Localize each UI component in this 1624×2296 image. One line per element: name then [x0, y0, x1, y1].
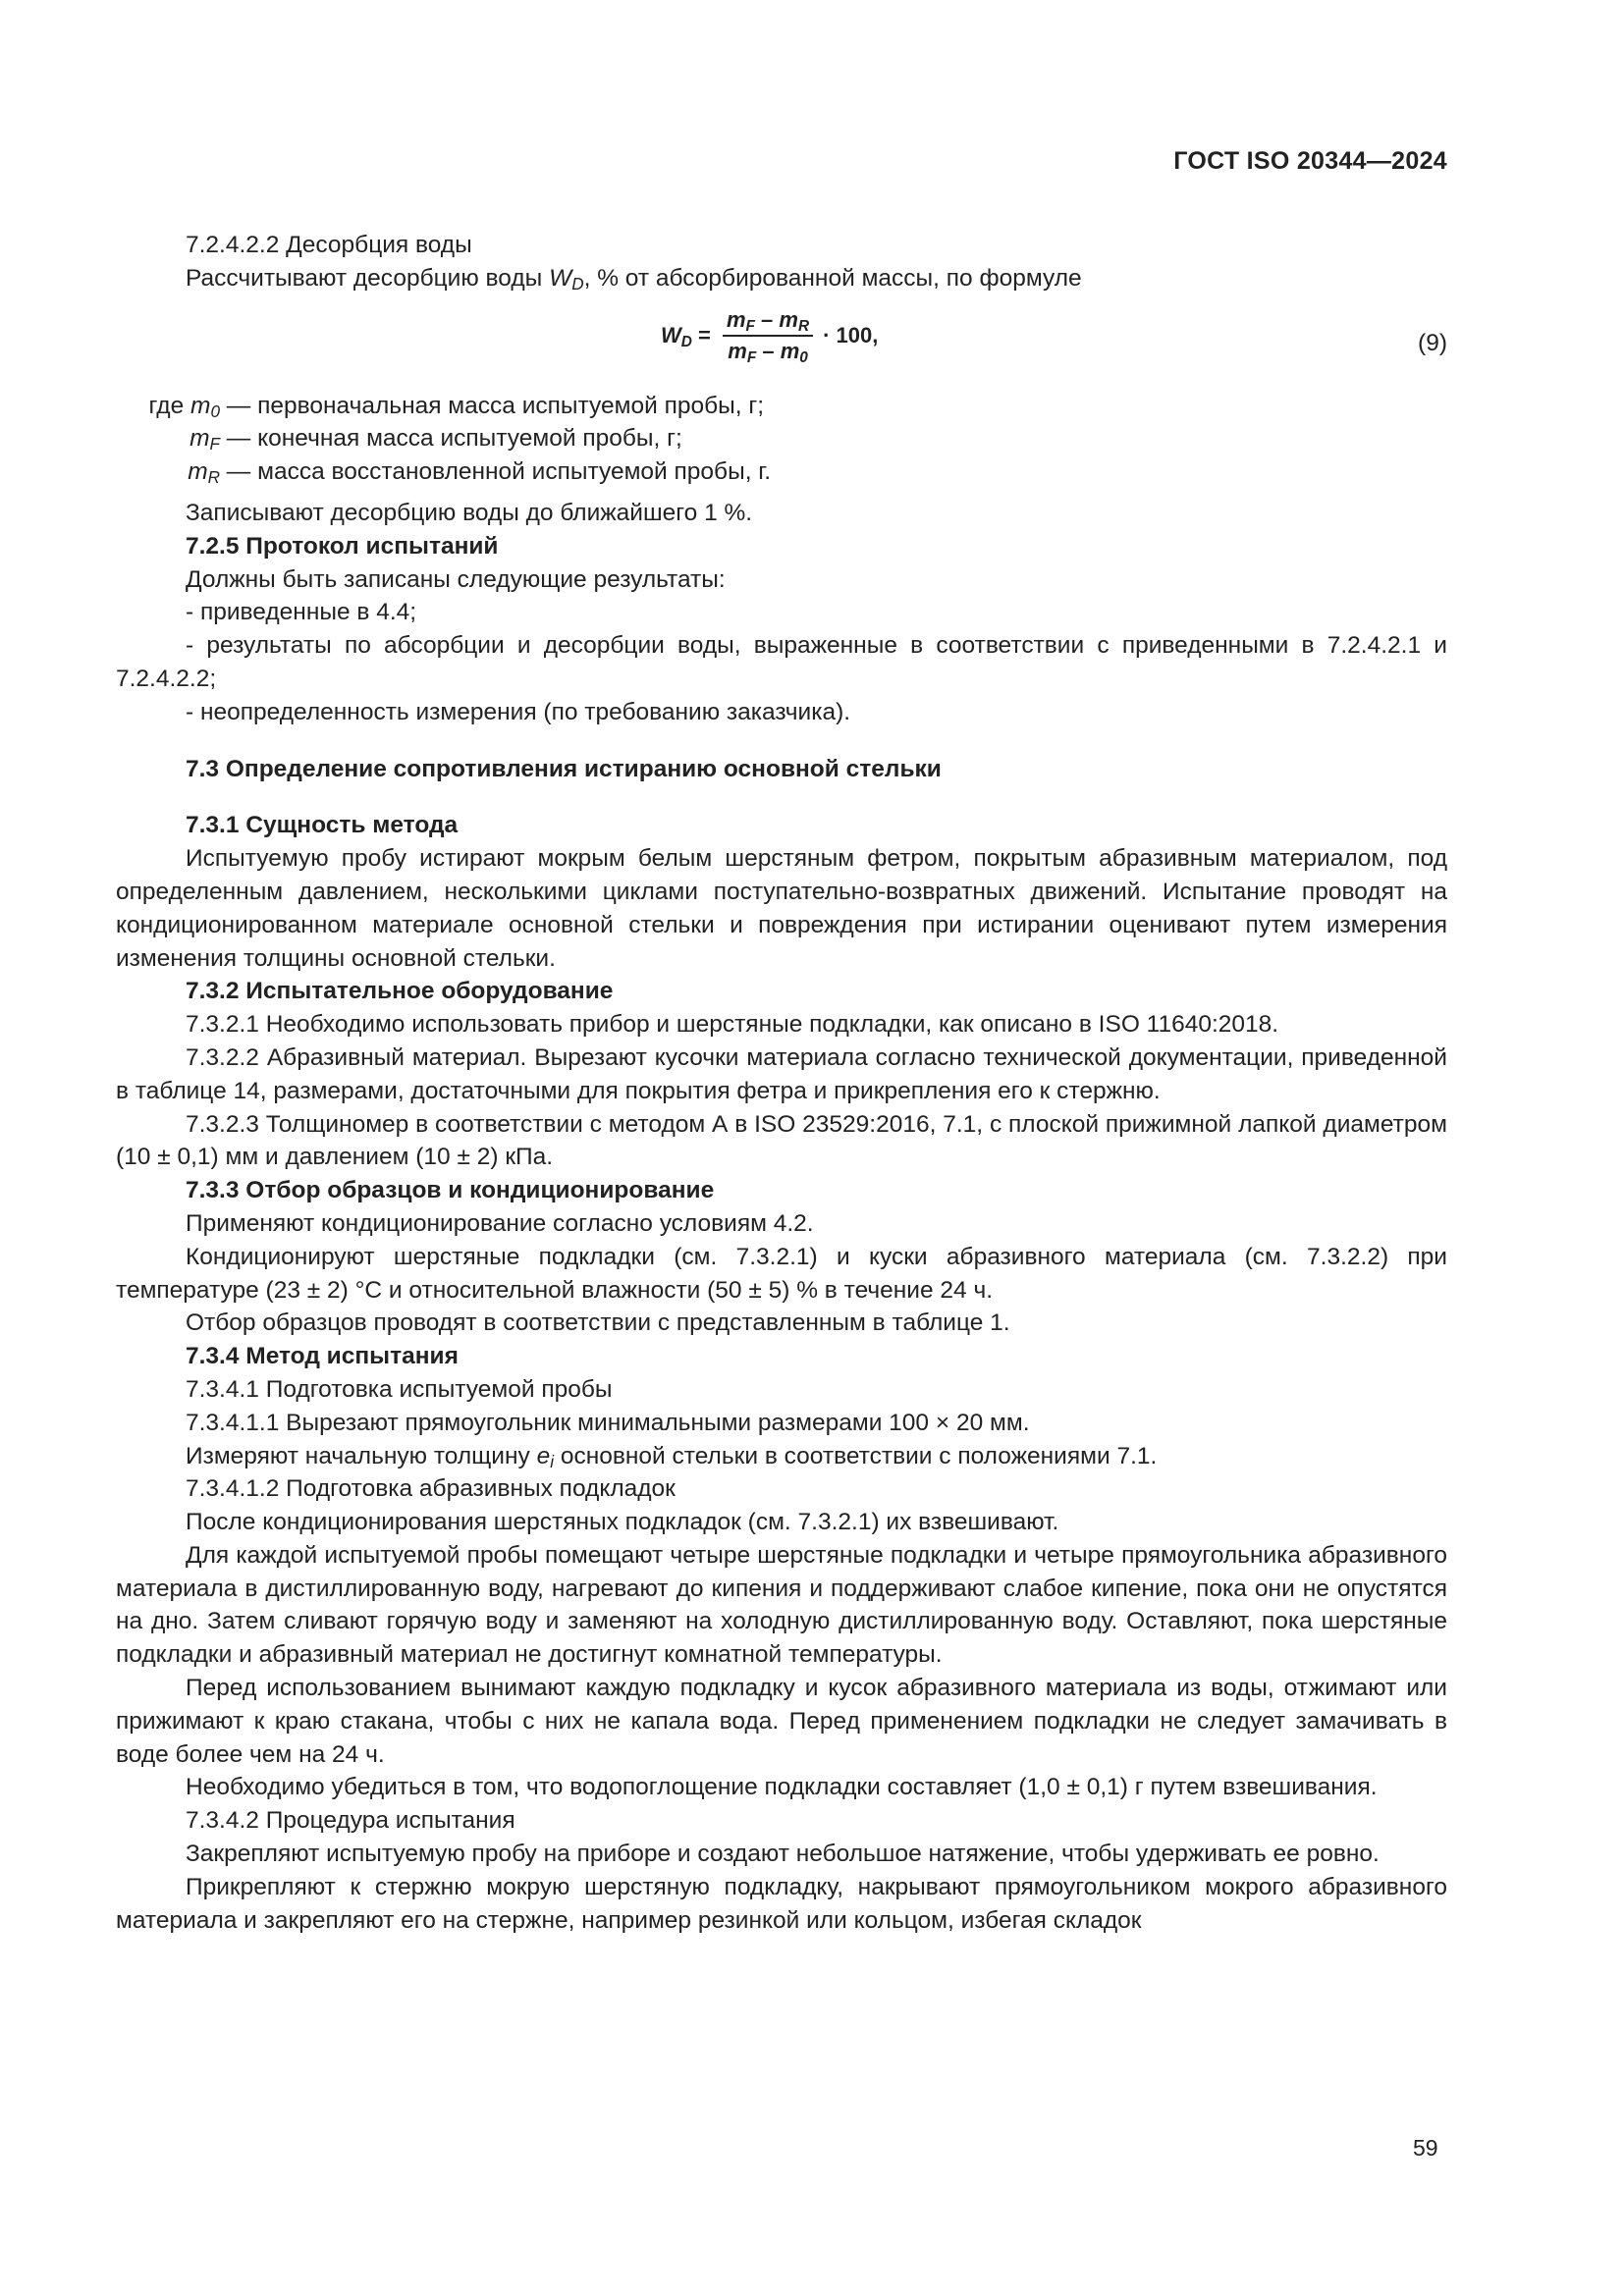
section-7-3-1-title: 7.3.1 Сущность метода [186, 812, 459, 839]
paragraph-7-3-2-1: 7.3.2.1 Необходимо использовать прибор и шерстяные подкладки, как описано в ISO 11640:2018. [186, 1011, 1279, 1039]
paragraph-7-3-4-1: 7.3.4.1 Подготовка испытуемой пробы [186, 1375, 613, 1403]
formula-equals: = [691, 322, 717, 347]
legend-row-mr: $m_R$ — масса восстановленной испытуемой пробы, г. [188, 458, 772, 488]
section-7-2-5-title: 7.2.5 Протокол испытаний [186, 532, 499, 560]
boiling-procedure-text: Для каждой испытуемой пробы помещают четыре шерстяные подкладки и четыре прямоугольника абразивного материала в дистиллированную воду, нагревают до кипения и поддерживают слабое кипение, пока они не опустятся на дно. Затем сливают горячую воду и заменяют на холодную дистиллированную воду. Оставляют, пока шерстяные подкладки и абразивный материал не достигнут комнатной температуры. [116, 1541, 1447, 1669]
conditioning-text-2: Кондиционируют шерстяные подкладки (см. 7.3.2.1) и куски абразивного материала (см. 7.3.2.2) при температуре (23 ± 2) °С и относительной влажности (50 ± 5) % в течение 24 ч. [116, 1243, 1447, 1304]
legend-row-m0: где $m_0$ — первоначальная масса испытуемой пробы, г; [148, 392, 765, 421]
conditioning-text-3: Отбор образцов проводят в соответствии с представленным в таблице 1. [186, 1309, 1010, 1337]
protocol-item-3: - неопределенность измерения (по требованию заказчика). [186, 698, 851, 725]
formula-fraction [723, 307, 813, 364]
document-code: ГОСТ ISO 20344—2024 [1173, 147, 1447, 175]
subsection-7-2-4-2-2-title: 7.2.4.2.2 Десорбция воды [186, 232, 472, 258]
pad-usage-text: Перед использованием вынимают каждую подкладку и кусок абразивного материала из воды, отжимают или прижимают к краю стакана, чтобы с них не капала вода. Перед применением подкладки не следует замачивать в воде более чем на 24 ч. [116, 1675, 1447, 1768]
conditioning-text-1: Применяют кондиционирование согласно условиям 4.2. [186, 1209, 814, 1237]
section-7-3-4-title: 7.3.4 Метод испытания [186, 1343, 459, 1370]
protocol-item-1: - приведенные в 4.4; [186, 599, 417, 626]
protocol-intro: Должны быть записаны следующие результаты: [186, 565, 726, 593]
formula-multiplier: · 100, [823, 322, 879, 347]
formula-legend [116, 390, 1447, 489]
formula-9 [116, 303, 1447, 388]
water-absorption-check-text: Необходимо убедиться в том, что водопоглощение подкладки составляет (1,0 ± 0,1) г путем взвешивания. [186, 1774, 1378, 1801]
attach-pad-text: Прикрепляют к стержню мокрую шерстяную подкладку, накрывают прямоугольником мокрого абразивного материала и закрепляют его на стержне, например резинкой или кольцом, избегая складок [116, 1873, 1447, 1934]
paragraph-7-3-4-1-2: 7.3.4.1.2 Подготовка абразивных подкладок [186, 1475, 676, 1503]
section-7-3-2-title: 7.3.2 Испытательное оборудование [186, 978, 614, 1005]
formula-numerator: $m_F - m_R$ [723, 307, 813, 337]
record-desorption-text: Записывают десорбцию воды до ближайшего 1 %. [186, 499, 753, 526]
desorption-intro: Рассчитывают десорбцию воды $W_D$, % от абсорбированной массы, по формуле [186, 264, 1082, 294]
formula-lhs: $W_D$ [661, 322, 692, 350]
section-7-3-title: 7.3 Определение сопротивления истиранию основной стельки [186, 755, 942, 782]
section-7-3-3-title: 7.3.3 Отбор образцов и кондиционирование [186, 1177, 715, 1204]
paragraph-7-3-2-3: 7.3.2.3 Толщиномер в соответствии с методом А в ISO 23529:2016, 7.1, с плоской прижимной лапкой диаметром (10 ± 0,1) мм и давлением (10 ± 2) кПа. [116, 1110, 1447, 1171]
initial-thickness-text: Измеряют начальную толщину $e_i$ основной стельки в соответствии с положениями 7.1. [186, 1442, 1158, 1471]
page-number: 59 [1413, 2135, 1438, 2161]
paragraph-7-3-4-2: 7.3.4.2 Процедура испытания [186, 1807, 515, 1835]
legend-row-mf: $m_F$ — конечная масса испытуемой пробы, г; [189, 425, 682, 454]
section-7-3-1-text: Испытуемую пробу истирают мокрым белым шерстяным фетром, покрытым абразивным материалом, под определенным давлением, несколькими циклами поступательно-возвратных движений. Испытание проводят на кондиционированном материале основной стельки и повреждения при истирании оценивают путем измерения изменения толщины основной стельки. [116, 845, 1447, 972]
paragraph-7-3-2-2: 7.3.2.2 Абразивный материал. Вырезают кусочки материала согласно технической документации, приведенной в таблице 14, размерами, достаточными для покрытия фетра и прикрепления его к стержню. [116, 1043, 1447, 1104]
protocol-item-2: - результаты по абсорбции и десорбции воды, выраженные в соответствии с приведенными в 7.2.4.2.1 и 7.2.4.2.2; [116, 632, 1447, 692]
formula-denominator: $m_F - m_0$ [728, 338, 808, 366]
page-content [116, 229, 1447, 1937]
paragraph-7-3-4-1-1: 7.3.4.1.1 Вырезают прямоугольник минимальными размерами 100 × 20 мм. [186, 1409, 1030, 1436]
desorption-formula [661, 307, 878, 364]
weighing-text: После кондиционирования шерстяных подкладок (см. 7.3.2.1) их взвешивают. [186, 1509, 1059, 1536]
formula-number: (9) [1418, 329, 1447, 356]
mount-sample-text: Закрепляют испытуемую пробу на приборе и создают небольшое натяжение, чтобы удерживать ее ровно. [186, 1841, 1380, 1868]
